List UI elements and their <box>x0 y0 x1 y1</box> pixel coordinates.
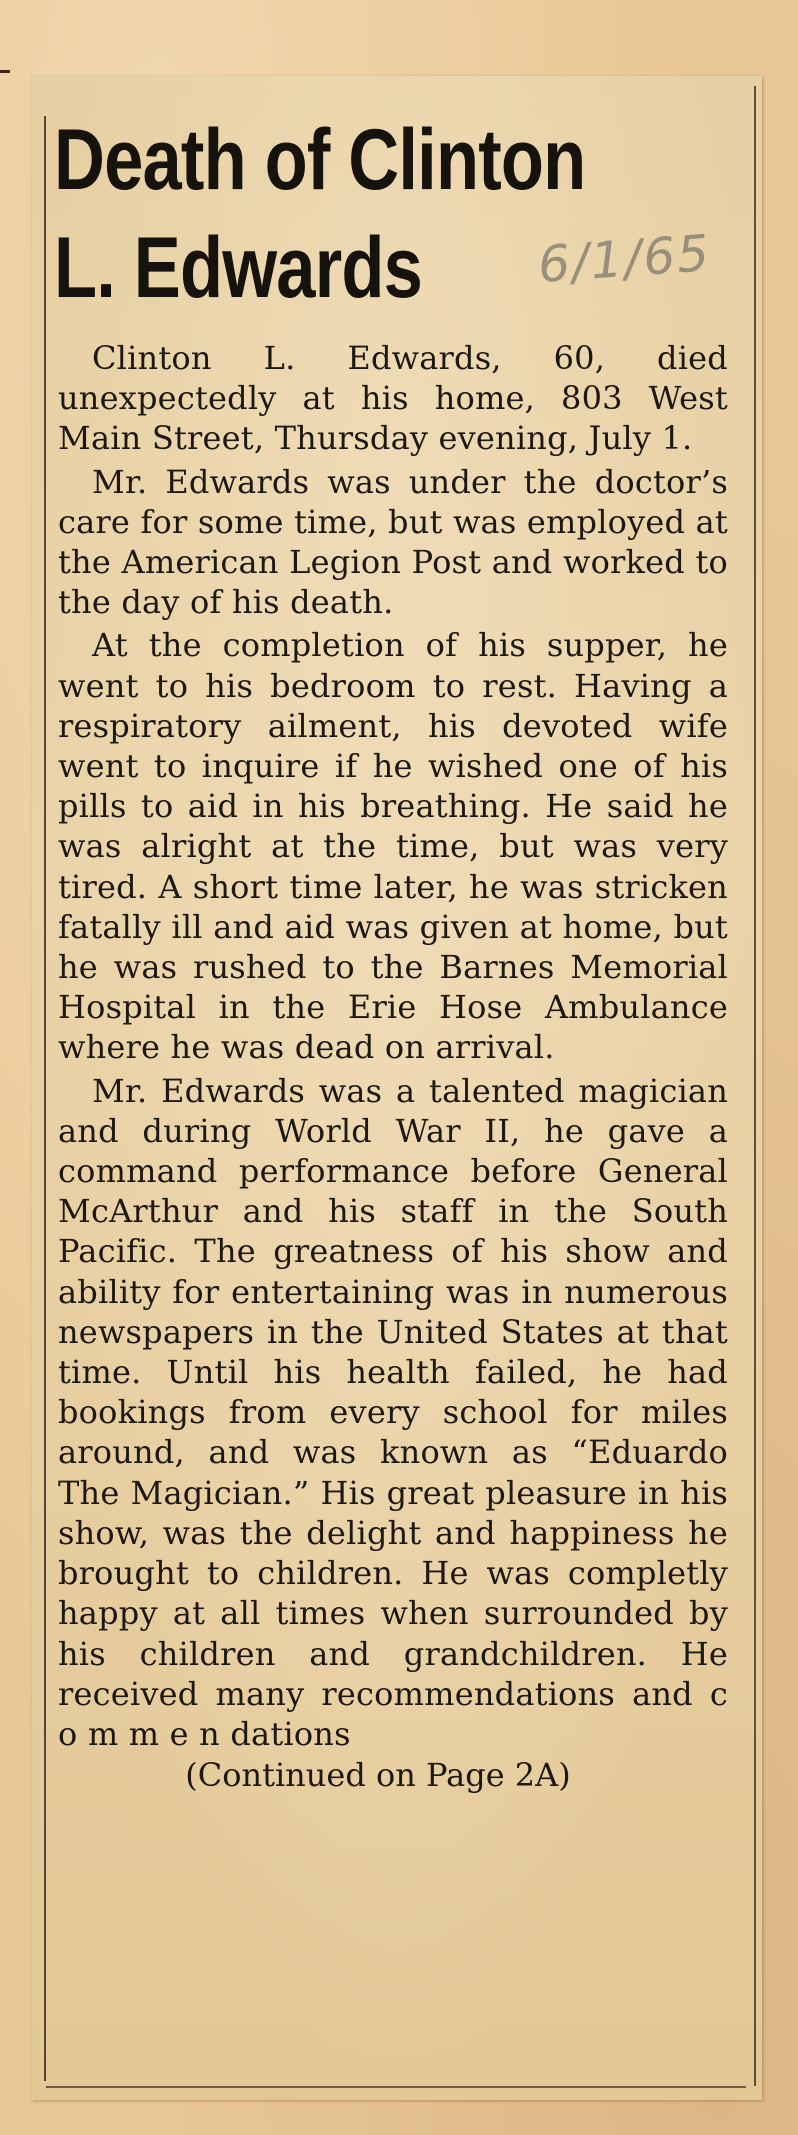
continued-note: (Continued on Page 2A) <box>185 1756 571 1795</box>
newspaper-clipping <box>32 76 762 2100</box>
headline <box>54 106 620 322</box>
column-rule-bottom <box>46 2086 746 2088</box>
article-paragraph-2: Mr. Edwards was under the doctor’s care for some time, but was employed at the American Legion Post and worked to the day of his death. <box>58 462 728 622</box>
article-paragraph-1: Clinton L. Edwards, 60, died unexpectedly at his home, 803 West Main Street, Thursday evening, July 1. <box>58 339 728 458</box>
column-rule-left <box>44 116 46 2081</box>
article-paragraph-3: At the completion of his supper, he went to his bedroom to rest. Having a respiratory ailment, his devoted wife went to inquire if he wished one of his pills to aid in his breathing. He said he was alright at the time, but was very tired. A short time later, he was stricken fatally ill and aid was given at home, but he was rushed to the Barnes Memorial Hospital in the Erie Hose Ambulance where he was dead on arrival. <box>58 626 728 1067</box>
headline-line-1: Death of Clinton <box>54 112 586 208</box>
article-paragraph-4: Mr. Edwards was a talented magician and during World War II, he gave a command performance before General McArthur and his staff in the South Pacific. The greatness of his show and ability for entertaining was in numerous newspapers in the United States at that time. Until his health failed, he had bookings from every school for miles around, and was known as “Eduardo The Magician.” His great pleasure in his show, was the delight and happiness he brought to children. He was completly happy at all times when surrounded by his children and grandchildren. He received many recommendations and c o m m e n dations <box>58 1071 728 1753</box>
headline-line-2: L. Edwards <box>54 220 422 316</box>
handwritten-date: 6/1/65 <box>536 224 713 294</box>
article-body <box>58 338 728 1795</box>
page-edge-mark <box>0 70 10 73</box>
column-rule-right <box>754 86 756 2086</box>
